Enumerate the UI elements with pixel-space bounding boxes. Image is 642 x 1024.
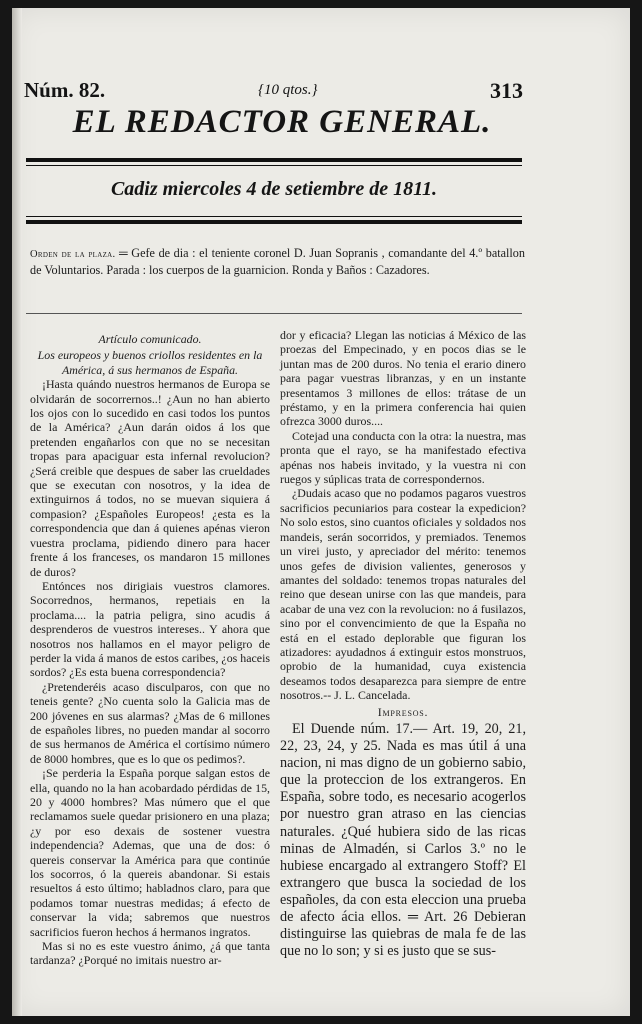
section-divider — [26, 313, 522, 314]
page-gutter — [12, 8, 22, 1016]
orden-label: Orden de la plaza. — [30, 249, 116, 260]
dateline-rule-thick — [26, 220, 522, 224]
dateline-rule-thin — [26, 216, 522, 217]
article-paragraph: ¡Hasta quándo nuestros hermanos de Europa se olvidarán de socorrernos..! ¿Aun no han abierto los ojos con lo sucedido en casi todos los puntos de la América? ¿Aun darán oidos á los que pretenden engañarlos con que no se necesitan tropas para apaciguar esta infernal revolucion? ¿Será creible que despues de saber las crueldades que se executan con nosotros, y la idea de extinguirnos á todos, no se muevan siquiera á compasion? ¿Españoles Europeos! ¿esta es la correspondencia que dan á quienes apénas vieron vuestra proclama, pidiendo dinero para hacer frente á los franceses, os mandaron 15 millones de duros? — [30, 377, 270, 579]
right-column — [280, 328, 526, 960]
article-paragraph: Entónces nos dirigiais vuestros clamores. Socorrednos, hermanos, repetiais en la proclama.... la patria peligra, sino acudis á desprenderos de vuestros intereses.. Y ahora que nosotros nos hallamos en el mayor peligro de perder la vida á manos de estos caribes, ¿os haceis sordos? ¿Es esta buena correspondencia? — [30, 578, 270, 680]
article-paragraph: Cotejad una conducta con la otra: la nuestra, mas pronta que el rayo, se ha manifestado efectiva apénas nos habeis invitado, y la vuestra ni con ruegos y súplicas trata de correspondernos. — [280, 428, 526, 487]
article-paragraph: ¿Dudais acaso que no podamos pagaros vuestros sacrificios pecuniarios para costear la expedicion? No solo estos, sino cuantos oficiales y soldados nos mandeis, serán socorridos, y premiados. Tenemos un virei justo, y apreciador del mérito: tenemos unos gefes de division valientes, generosos y amantes del soldado: tenemos tropas naturales del reino que desean unirse con las que mandeis, para acabar de una vez con la revolucion: no á fusilazos, sino por el convencimiento de que la España no está en el estado deplorable que figuran los atizadores: ayudadnos á extinguir estos monstruos, oprobio de la humanidad, cuya existencia deseamos todos desaparezca para siempre de entre nosotros.-- J. L. Cancelada. — [280, 486, 526, 703]
newspaper-title: EL REDACTOR GENERAL. — [72, 104, 492, 140]
orden-de-la-plaza — [30, 246, 525, 278]
title-rule-thin — [26, 165, 522, 166]
article-paragraph: ¿Pretenderéis acaso disculparos, con que no teneis gente? ¿No cuenta solo la Galicia mas de 200 jóvenes en sus alarmas? ¿Mas de 6 millones de españoles libres, no pueden mandar al socorro de sus hermanos de América el cortísimo número de 8000 hombres, que es lo que os pedimos?. — [30, 679, 270, 766]
page-number: 313 — [490, 78, 523, 103]
article-paragraph: Mas si no es este vuestro ánimo, ¿á que tanta tardanza? ¿Porqué no imitais nuestro ar- — [30, 939, 270, 968]
left-column — [30, 328, 270, 968]
section-heading-impresos: Impresos. — [377, 704, 429, 719]
issue-price: {10 qtos.} — [258, 82, 318, 98]
newspaper-page — [12, 8, 630, 1016]
issue-number: Núm. 82. — [24, 78, 106, 102]
article-paragraph: dor y eficacia? Llegan las noticias á México de las proezas del Empecinado, y en pocos dias se le juntan mas de 200 duros. No tenia el erario dinero para pagar vuestras libranzas, y en un instante presentamos 3 millones de ellos: trátase de un préstamo, y en la primera conferencia hai quien ofrezca 3000 duros.... — [280, 328, 526, 429]
article-paragraph: ¡Se perderia la España porque salgan estos de ella, quando no la han acobardado pérdidas de 15, 20 y 4000 hombres? Mas número que el que reclamamos suele quedar prisionero en una plaza; ¿y por eso dexais de sostener vuestra independencia? Ademas, que una de dos: ó quereis conservar la América para que continúe los socorros, ó la quereis abandonar. Si estais resueltos á esto último; habladnos claro, para que podamos tomar nuestras medidas; á efecto de conservar la vida; sabremos que nuestros sacrificios fueron hechos á hermanos ingratos. — [30, 766, 270, 939]
impresos-text: El Duende núm. 17.— Art. 19, 20, 21, 22, 23, 24, y 25. Nada es mas útil á una nacion, ni mas digno de un gobierno sabio, que la proteccion de los extrangeros. En España, sobre todo, es necesario acogerlos por nuestro gran atraso en las ciencias naturales. ¿Qué hubiera sido de las ricas minas de Almadén, si Carlos 3.º no le hubiese encargado al extrangero Stoff? El extrangero que busca la sociedad de los españoles, da con esta eleccion una prueba de afecto ácia ellos. ═ Art. 26 Debieran distinguirse las quiebras de mala fe de las que no lo son; y si es justo que se sus- — [280, 720, 526, 960]
orden-text: ═ Gefe de dia : el teniente coronel D. Juan Sopranis , comandante del 4.º batallon de Voluntarios. Parada : los cuerpos de la guarnicion. Ronda y Baños : Cazadores. — [30, 246, 525, 277]
article-title: Artículo comunicado. — [98, 332, 202, 346]
dateline: Cadiz miercoles 4 de setiembre de 1811. — [110, 178, 438, 200]
article-subtitle: Los europeos y buenos criollos residentes en la América, á sus hermanos de España. — [37, 348, 263, 377]
title-rule-thick — [26, 158, 522, 162]
